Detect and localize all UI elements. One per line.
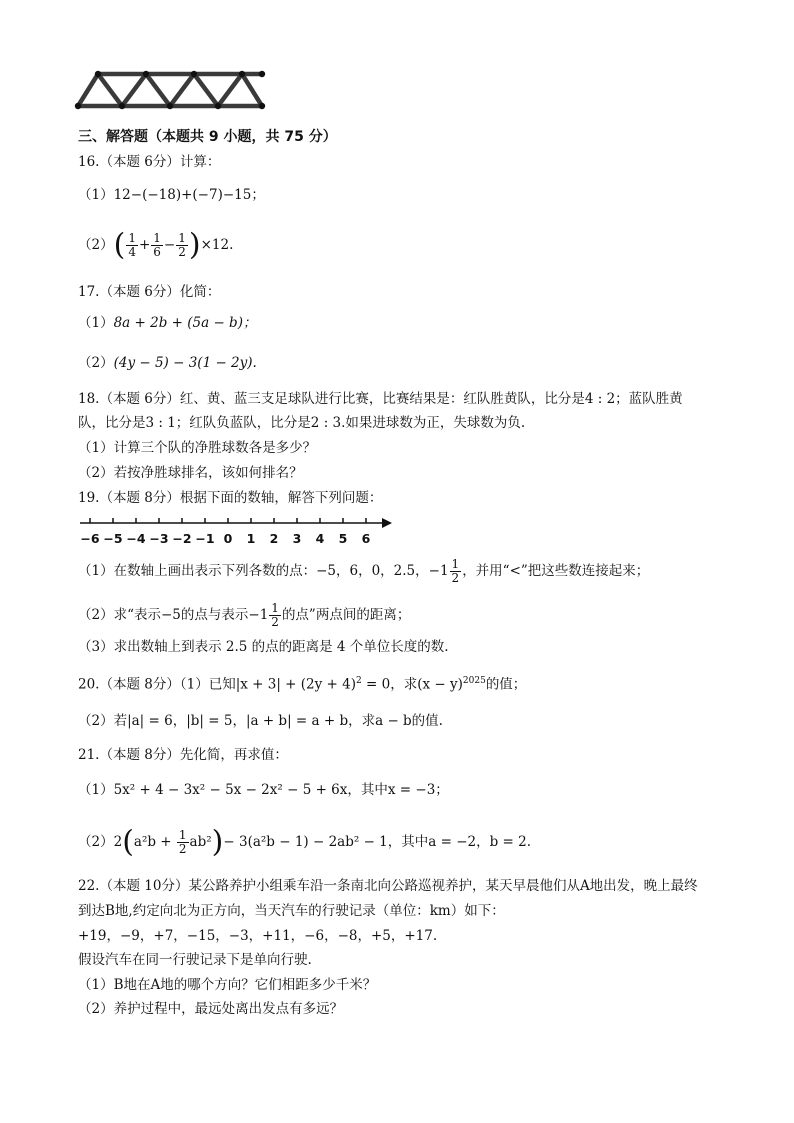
number-line-label: −6 [80, 531, 100, 546]
number-line-label: 2 [269, 531, 279, 546]
q21-stem: 21.（本题 8分）先化简，再求值： [78, 747, 288, 763]
q22-part2: （2）养护过程中，最远处离出发点有多远？ [78, 1001, 344, 1017]
fraction: $\frac{1}{2}$ [271, 601, 279, 629]
q16-part2: （2）( $\frac{1}{4}$ + $\frac{1}{6}$ − $\frac{1}{2}$ )×12. [78, 227, 234, 263]
q19-part2: （2）求“表示−5的点与表示−1 $\frac{1}{2}$ 的点”两点间的距离； [78, 601, 411, 629]
number-line-label: 3 [292, 531, 302, 546]
fraction: $\frac{1}{4}$ [128, 231, 136, 259]
q21-part1: （1）5x² + 4 − 3x² − 5x − 2x² − 5 + 6x，其中x = −3； [78, 782, 449, 798]
q22-part1: （1）B地在A地的哪个方向？它们相距多少千米？ [78, 977, 377, 993]
q21-part2: （2）2(a²b + $\frac{1}{2}$ ab²)− 3(a²b − 1) − 2ab² − 1，其中a = −2，b = 2. [78, 824, 532, 860]
number-line-label: −5 [103, 531, 123, 546]
number-line-labels [80, 531, 370, 546]
number-line-label: −1 [195, 531, 215, 546]
q16-stem: 16.（本题 6分）计算： [78, 154, 221, 170]
q20-line2: （2）若|a| = 6，|b| = 5，|a + b| = a + b，求a − b的值. [78, 713, 443, 729]
q17-part2: （2）(4y − 5) − 3(1 − 2y). [78, 355, 257, 371]
q16-part1-label: （1） [78, 187, 114, 203]
number-line-label: −3 [149, 531, 169, 546]
q18-part1: （1）计算三个队的净胜球数各是多少？ [78, 440, 317, 456]
q18-line1: 18.（本题 6分）红、黄、蓝三支足球队进行比赛，比赛结果是：红队胜黄队，比分是4 : 2；蓝队胜黄 [78, 391, 683, 407]
fraction: $\frac{1}{2}$ [451, 557, 460, 585]
q16-part1-expr: 12−(−18)+(−7)−15； [113, 187, 265, 203]
q19-part1: （1）在数轴上画出表示下列各数的点：−5，6，0，2.5，−1 $\frac{1}{2}$ ，并用“<”把这些数连接起来； [78, 557, 650, 585]
fraction: $\frac{1}{2}$ [178, 231, 186, 259]
matchstick-triangles-figure [74, 66, 270, 112]
number-line-label: 1 [246, 531, 256, 546]
number-line-label: 6 [361, 531, 371, 546]
number-line-label: 4 [315, 531, 325, 546]
q22-line1: 22.（本题 10分）某公路养护小组乘车沿一条南北向公路巡视养护，某天早晨他们从A地出发，晚上最终 [78, 878, 698, 894]
q17-stem: 17.（本题 6分）化简： [78, 284, 221, 300]
q18-part2: （2）若按净胜球排名，该如何排名？ [78, 465, 303, 481]
number-line-label: −2 [172, 531, 192, 546]
q19-stem: 19.（本题 8分）根据下面的数轴，解答下列问题： [78, 490, 383, 506]
q22-line2: 到达B地,约定向北为正方向，当天汽车的行驶记录（单位：km）如下： [78, 903, 505, 919]
number-line [76, 512, 396, 552]
q16-part2-label: （2） [78, 237, 114, 253]
q16-part2-tail: ×12. [200, 237, 234, 253]
number-line-label: 0 [223, 531, 233, 546]
q20-line1: 20.（本题 8分）（1）已知$|x + 3| + (2y + 4)^2 = 0$，求$(x - y)^{2025}$的值； [78, 676, 527, 693]
fraction: $\frac{1}{2}$ [178, 828, 187, 856]
fraction: $\frac{1}{6}$ [153, 231, 161, 259]
q19-part3: （3）求出数轴上到表示 2.5 的点的距离是 4 个单位长度的数. [78, 639, 449, 655]
number-line-label: 5 [338, 531, 348, 546]
q18-line2: 队，比分是3 : 1；红队负蓝队，比分是2 : 3.如果进球数为正，失球数为负. [78, 415, 526, 431]
q17-part1: （1）8a + 2b + (5a − b)； [78, 315, 257, 331]
section-title: 三、解答题（本题共 9 小题，共 75 分） [78, 129, 337, 145]
q16-part1 [78, 185, 265, 205]
number-line-label: −4 [126, 531, 146, 546]
q22-line3: +19，−9，+7，−15，−3，+11，−6，−8，+5，+17. [78, 928, 438, 944]
q22-line4: 假设汽车在同一行驶记录下是单向行驶. [78, 952, 312, 968]
